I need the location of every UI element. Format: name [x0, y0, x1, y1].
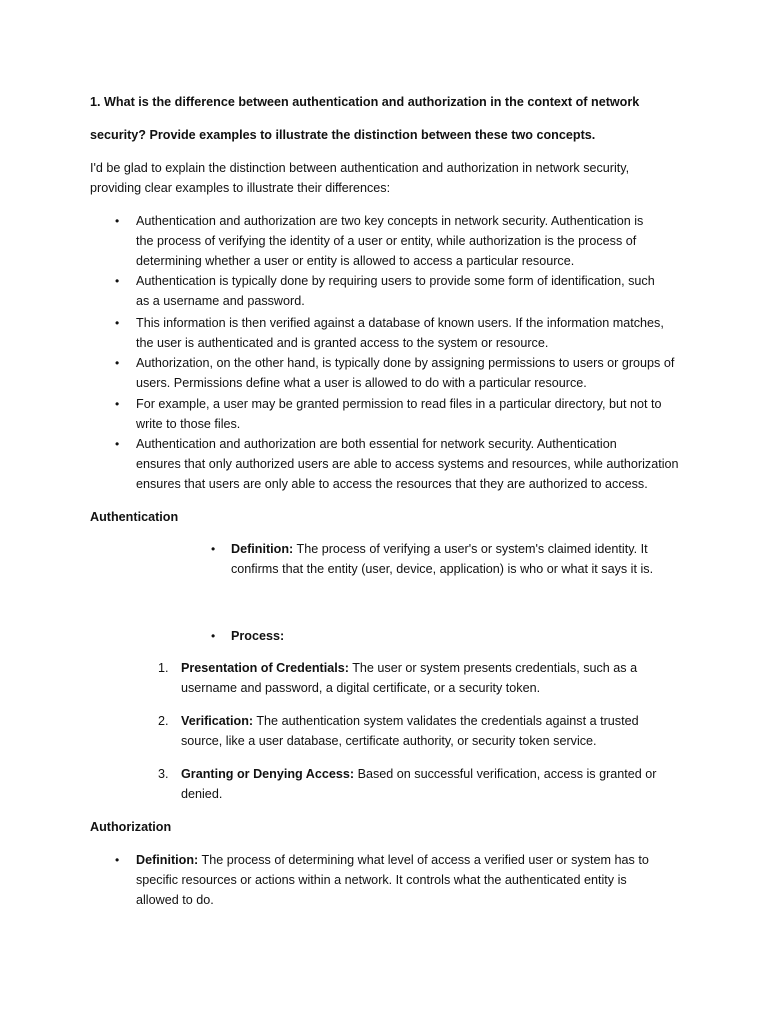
authentication-definition-line-2: confirms that the entity (user, device, application) is who or what it says it is. [231, 562, 654, 576]
definition-label: Definition: [231, 542, 294, 556]
step-number: 2. [158, 714, 169, 728]
authorization-definition-line-3: allowed to do. [136, 893, 214, 907]
bullet-marker [115, 211, 119, 231]
authentication-definition-line-1 [231, 539, 648, 559]
bullet-marker [115, 850, 119, 870]
step-line-1 [181, 658, 637, 678]
step-label: Presentation of Credentials: [181, 661, 349, 675]
step-text: Based on successful verification, access is granted or [354, 767, 657, 781]
bullet-marker [115, 271, 119, 291]
step-label: Granting or Denying Access: [181, 767, 355, 781]
list-item-line: the process of verifying the identity of a user or entity, while authorization is the process of [136, 234, 637, 248]
bullet-marker [115, 394, 119, 414]
list-item-line: Authentication and authorization are two key concepts in network security. Authentication is [136, 214, 644, 228]
list-item-line: determining whether a user or entity is allowed to access a particular resource. [136, 254, 575, 268]
list-item-line: ensures that only authorized users are able to access systems and resources, while authorization [136, 457, 679, 471]
step-line-2: denied. [181, 787, 223, 801]
question-line-2: security? Provide examples to illustrate the distinction between these two concepts. [90, 128, 596, 142]
step-label: Verification: [181, 714, 254, 728]
question-line-1: 1. What is the difference between authentication and authorization in the context of network [90, 95, 640, 109]
authorization-definition-line-2: specific resources or actions within a network. It controls what the authenticated entity is [136, 873, 627, 887]
definition-text: The process of determining what level of access a verified user or system has to [198, 853, 649, 867]
step-line-2: source, like a user database, certificate authority, or security token service. [181, 734, 597, 748]
list-item-line: as a username and password. [136, 294, 305, 308]
authorization-definition-line-1 [136, 850, 649, 870]
definition-label: Definition: [136, 853, 199, 867]
step-number: 1. [158, 661, 169, 675]
step-line-2: username and password, a digital certificate, or a security token. [181, 681, 541, 695]
bullet-marker [211, 539, 215, 559]
bullet-marker [115, 353, 119, 373]
authorization-heading: Authorization [90, 820, 172, 834]
bullet-marker [211, 626, 215, 646]
process-label: Process: [231, 629, 285, 643]
list-item-line: users. Permissions define what a user is allowed to do with a particular resource. [136, 376, 587, 390]
bullet-marker [115, 313, 119, 333]
authentication-heading: Authentication [90, 510, 179, 524]
list-item-line: write to those files. [136, 417, 241, 431]
list-item-line: the user is authenticated and is granted access to the system or resource. [136, 336, 549, 350]
list-item-line: Authentication and authorization are both essential for network security. Authentication [136, 437, 617, 451]
intro-line-1: I'd be glad to explain the distinction between authentication and authorization in network security, [90, 161, 630, 175]
step-line-1 [181, 711, 639, 731]
step-number: 3. [158, 767, 169, 781]
list-item-line: For example, a user may be granted permission to read files in a particular directory, but not to [136, 397, 662, 411]
list-item-line: ensures that users are only able to access the resources that they are authorized to access. [136, 477, 648, 491]
intro-line-2: providing clear examples to illustrate their differences: [90, 181, 391, 195]
step-text: The user or system presents credentials, such as a [348, 661, 638, 675]
step-text: The authentication system validates the credentials against a trusted [253, 714, 639, 728]
list-item-line: Authentication is typically done by requiring users to provide some form of identification, such [136, 274, 655, 288]
list-item-line: Authorization, on the other hand, is typically done by assigning permissions to users or groups of [136, 356, 675, 370]
list-item-line: This information is then verified against a database of known users. If the information matches, [136, 316, 664, 330]
step-line-1 [181, 764, 657, 784]
bullet-marker [115, 434, 119, 454]
definition-text: The process of verifying a user's or system's claimed identity. It [293, 542, 648, 556]
